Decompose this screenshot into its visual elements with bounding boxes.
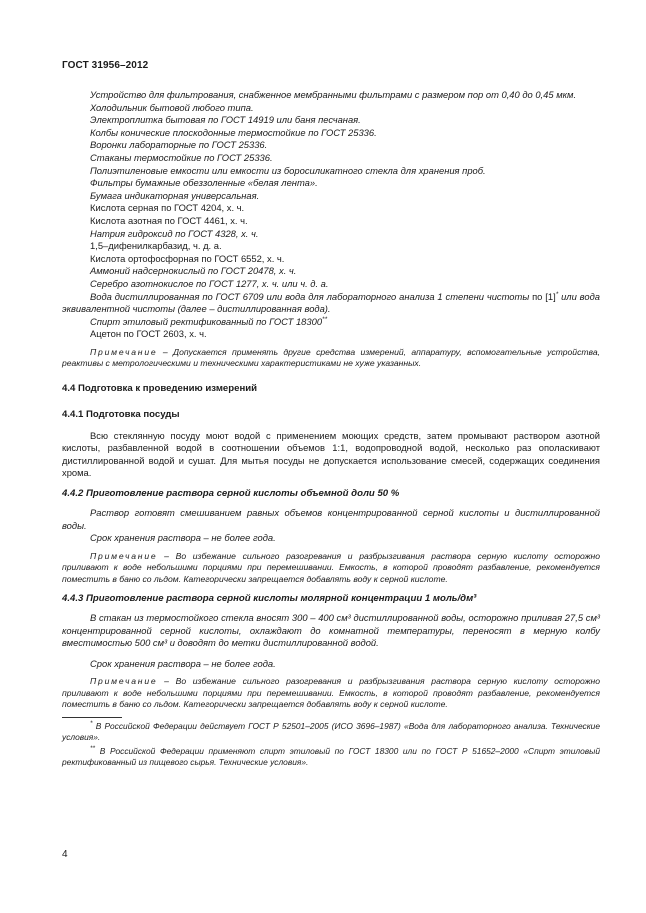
spirit-item	[62, 316, 600, 329]
footnote-ref-2: **	[322, 315, 328, 323]
page-header: ГОСТ 31956–2012	[62, 60, 149, 71]
footnote-2-text: В Российской Федерации применяют спирт этиловый по ГОСТ 18300 или по ГОСТ Р 51652–2000 «Спирт этиловый ректификованный из пищевого сырья. Технические условия».	[62, 745, 600, 767]
footnote-mark-1: *	[90, 719, 93, 727]
section-4-4-3-title: 4.4.3 Приготовление раствора серной кислоты молярной концентрации 1 моль/дм³	[62, 593, 477, 605]
note-label: Примечание	[90, 550, 158, 561]
section-4-4-1-title: 4.4.1 Подготовка посуды	[62, 408, 180, 420]
footnote-divider	[62, 717, 122, 718]
section-4-4-2-text: Раствор готовят смешиванием равных объемов концентрированной серной кислоты и дистиллированной воды.	[62, 507, 600, 531]
equipment-item: Полиэтиленовые емкости или емкости из боросиликатного стекла для хранения проб.	[90, 164, 486, 176]
spirit-line: Спирт этиловый ректификованный по ГОСТ 18300	[90, 315, 323, 327]
reagent-item: Аммоний надсернокислый по ГОСТ 20478, х. ч.	[90, 265, 297, 277]
reagent-item: Кислота азотная по ГОСТ 4461, х. ч.	[90, 214, 248, 226]
equipment-item: Бумага индикаторная универсальная.	[90, 189, 260, 201]
equipment-item: Фильтры бумажные обеззоленные «белая лента».	[90, 177, 318, 189]
page-number: 4	[62, 849, 68, 860]
reagent-item: Кислота ортофосфорная по ГОСТ 6552, х. ч.	[90, 252, 285, 264]
water-item	[62, 291, 600, 316]
water-line-b-post: или вода эквивалентной чистоты (далее – дистиллированная вода).	[62, 290, 600, 315]
document-page	[62, 60, 600, 768]
section-4-4-title: 4.4 Подготовка к проведению измерений	[62, 382, 258, 394]
reagent-item: Кислота серная по ГОСТ 4204, х. ч.	[90, 202, 245, 214]
note-2-text: – Во избежание сильного разогревания и разбрызгивания раствора серную кислоту осторожно приливают к воде небольшими порциями при перемешивании. Емкость, в которой проводят разбавление, рекомендуется поместить в баню со льдом. Категорически запрещается добавлять воду к серной кислоте.	[62, 550, 600, 584]
reagent-item: Ацетон по ГОСТ 2603, х. ч.	[90, 328, 207, 340]
note-3	[62, 676, 600, 710]
equipment-item: Колбы конические плоскодонные термостойкие по ГОСТ 25336.	[90, 126, 377, 138]
footnote-1-text: В Российской Федерации действует ГОСТ Р 52501–2005 (ИСО 3696–1987) «Вода для лабораторного анализа. Технические условия».	[62, 720, 600, 742]
footnote-1	[62, 721, 600, 743]
storage-term: Срок хранения раствора – не более года.	[90, 657, 276, 669]
equipment-item: Стаканы термостойкие по ГОСТ 25336.	[90, 151, 273, 163]
reagent-item: 1,5–дифенилкарбазид, ч. д. а.	[90, 240, 222, 252]
equipment-item: Холодильник бытовой любого типа.	[90, 101, 254, 113]
storage-term: Срок хранения раствора – не более года.	[90, 532, 276, 544]
note-label: Примечание	[90, 346, 158, 357]
reagent-item: Серебро азотнокислое по ГОСТ 1277, х. ч. или ч. д. а.	[90, 277, 329, 289]
equipment-item: Электроплитка бытовая по ГОСТ 14919 или баня песчаная.	[90, 114, 361, 126]
footnote-mark-2: **	[90, 744, 96, 752]
section-4-4-3-text: В стакан из термостойкого стекла вносят 300 – 400 см³ дистиллированной воды, осторожно приливая 27,5 см³ концентрированной серной кислоты, охлаждают до комнатной температуры, переносят в мерную колбу вместимостью 500 см³ и доводят до метки дистиллированной водой.	[62, 612, 600, 649]
water-line-a: Вода дистиллированная по ГОСТ 6709 или вода для лабораторного анализа 1 степени чистоты	[90, 290, 530, 302]
water-line-b-pre: по [1]	[532, 290, 556, 302]
note-3-text: – Во избежание сильного разогревания и разбрызгивания раствора серную кислоту осторожно приливают к воде небольшими порциями при перемешивании. Емкость, в которой проводят разбавление, рекомендуется поместить в баню со льдом. Категорически запрещается добавлять воду к серной кислоте.	[62, 676, 600, 710]
note-2	[62, 551, 600, 585]
reagent-item: Натрия гидроксид по ГОСТ 4328, х. ч.	[90, 227, 259, 239]
footnote-ref-1: *	[555, 290, 559, 298]
footnote-2	[62, 746, 600, 768]
note-label: Примечание	[90, 676, 158, 687]
equipment-item: Воронки лабораторные по ГОСТ 25336.	[90, 139, 268, 151]
note-1-text: – Допускается применять другие средства измерений, аппаратуру, вспомогательные устройства, реактивы с метрологическими и техническими характеристиками не хуже указанных.	[62, 346, 600, 369]
equipment-item: Устройство для фильтрования, снабженное мембранными фильтрами с размером пор от 0,40 до 0,45 мкм.	[90, 89, 577, 100]
section-4-4-2-title: 4.4.2 Приготовление раствора серной кислоты объемной доли 50 %	[62, 488, 400, 500]
note-1	[62, 347, 600, 370]
section-4-4-1-text: Всю стеклянную посуду моют водой с применением моющих средств, затем промывают раствором азотной кислоты, разбавленной водой в соотношении объемов 1:1, водопроводной водой, несколько раз ополаскивают дистиллированной водой и сушат. Для мытья посуды не допускается использование смесей, содержащих соединения хрома.	[62, 429, 600, 479]
